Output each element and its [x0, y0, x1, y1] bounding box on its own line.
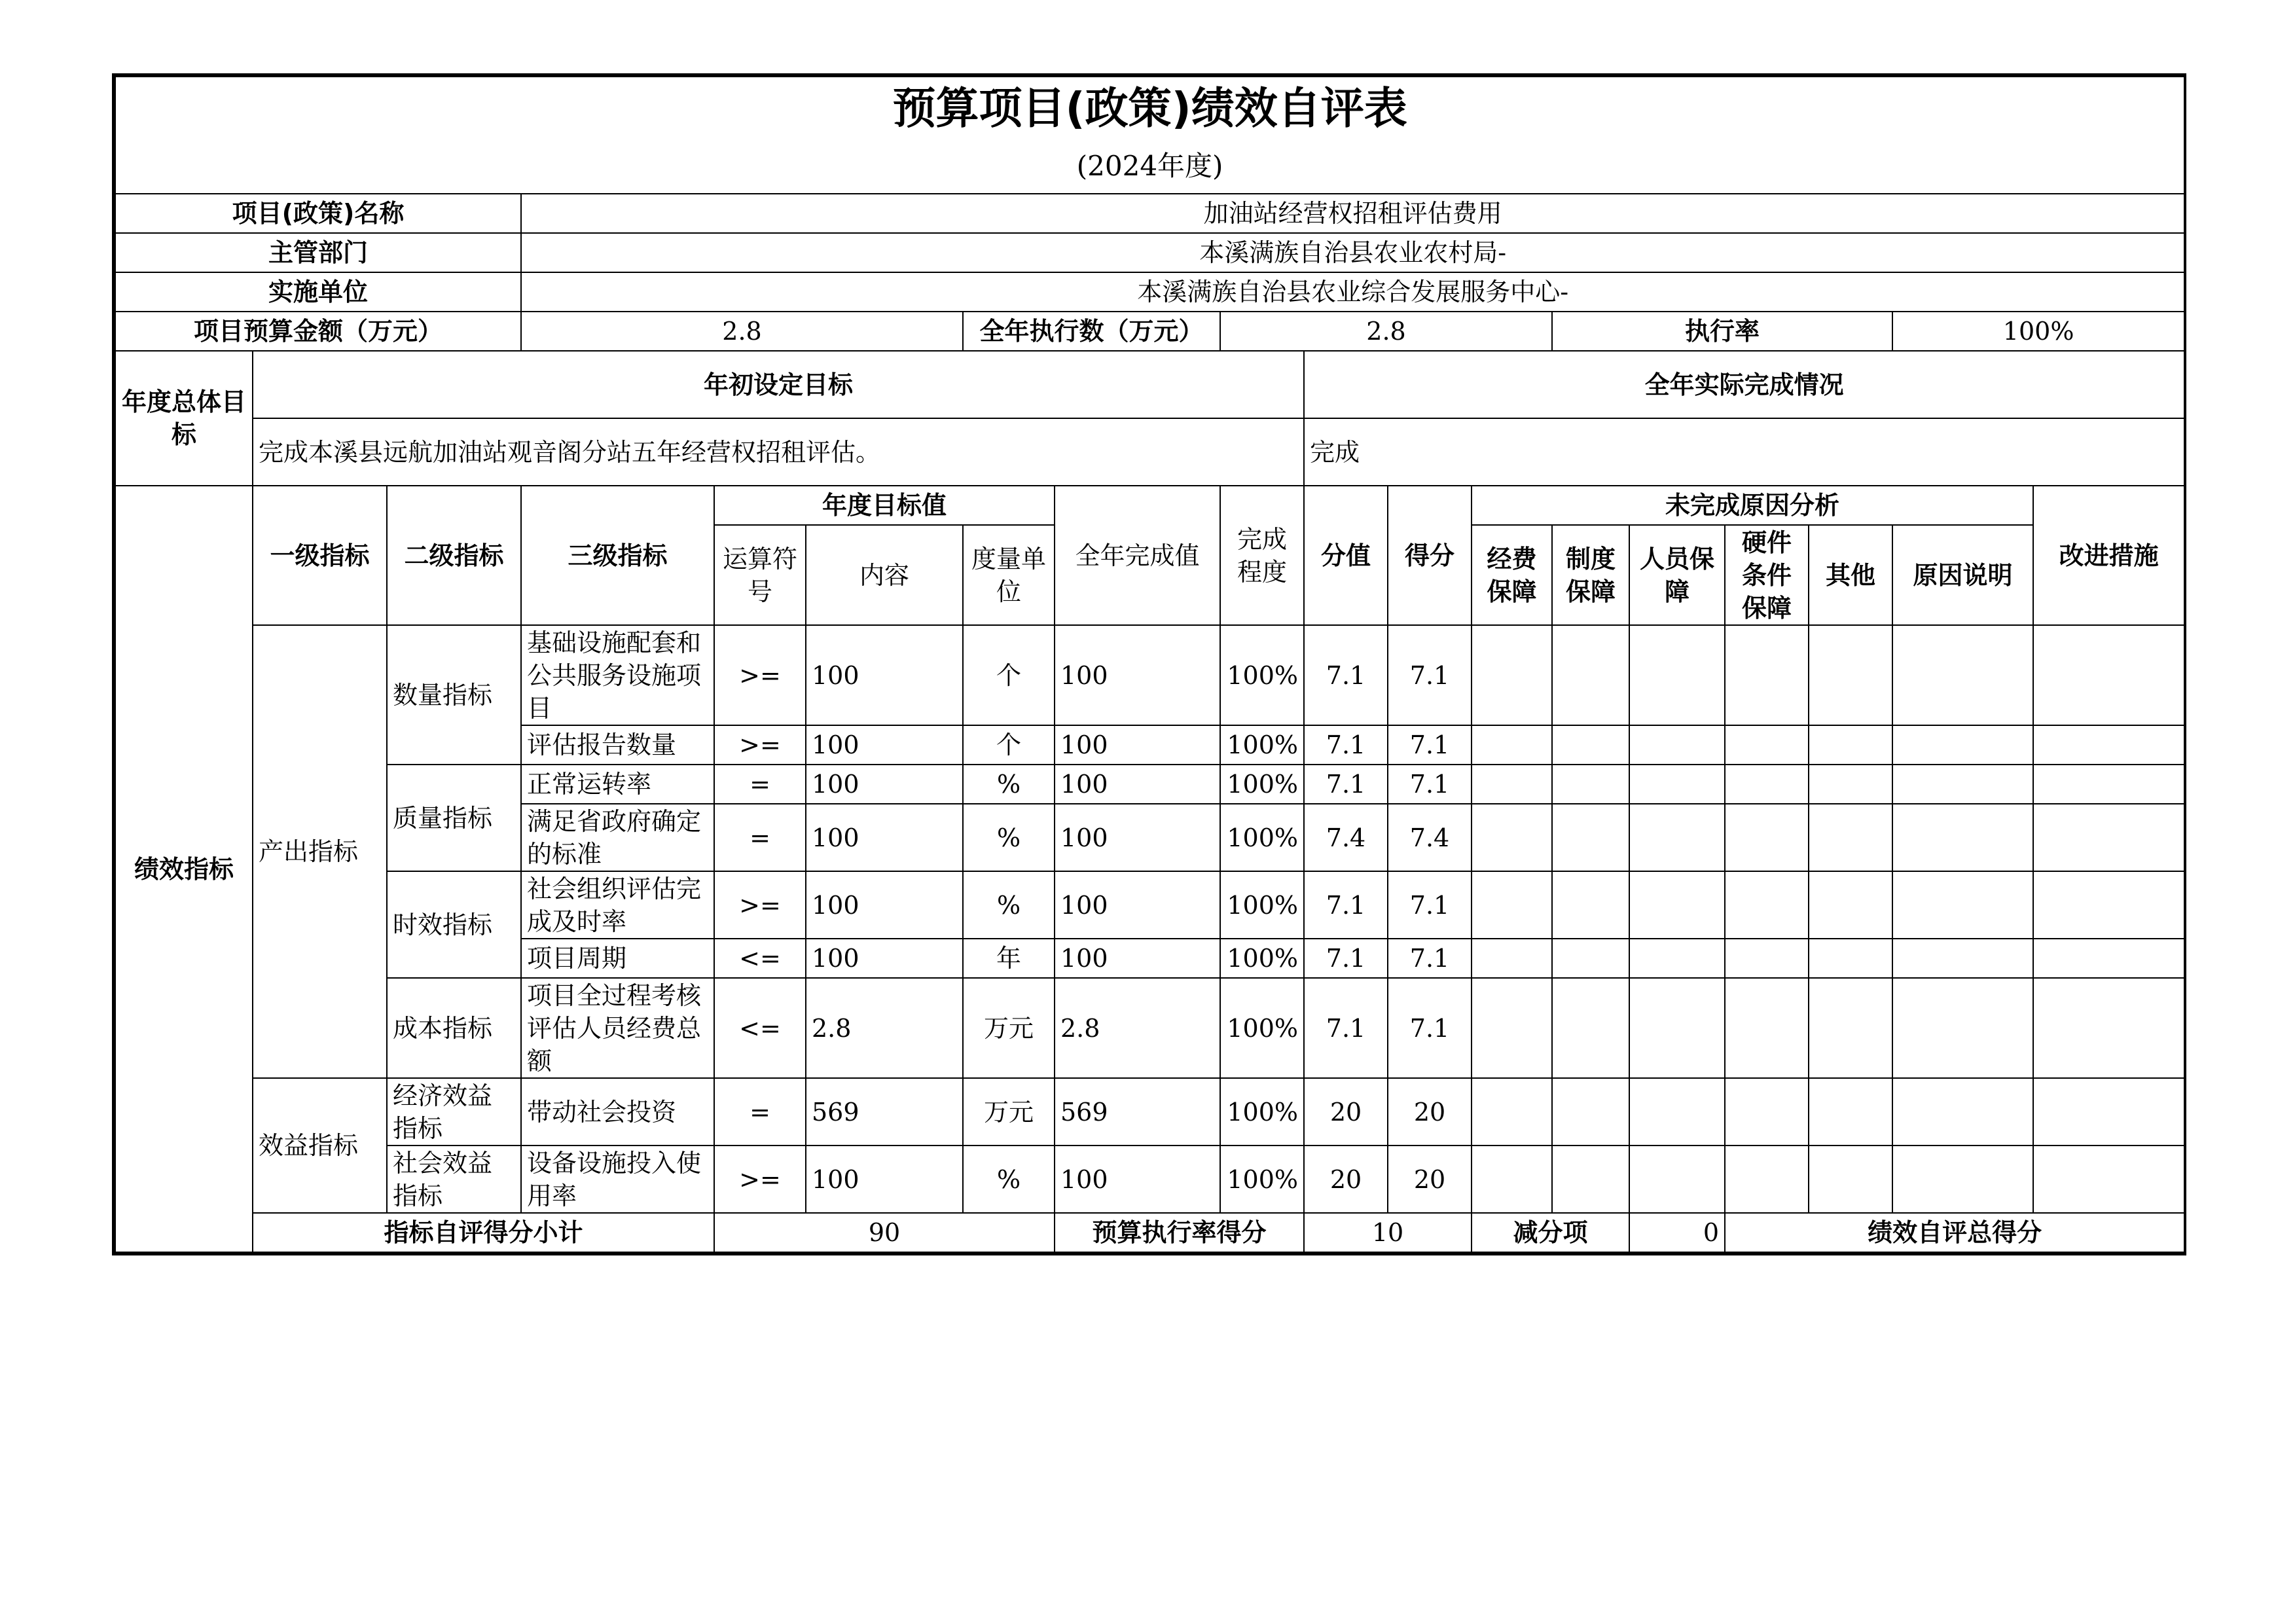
indicator-op: >= [714, 871, 806, 939]
indicator-content: 100 [806, 871, 963, 939]
rate-value: 100% [1892, 312, 2184, 351]
group-benefit: 效益指标 [253, 1078, 387, 1213]
indicator-op: <= [714, 939, 806, 978]
indicator-name: 项目全过程考核评估人员经费总额 [521, 978, 714, 1078]
score-value-header: 分值 [1304, 486, 1388, 625]
target-header: 年度目标值 [714, 486, 1055, 525]
reason-hardware-cell [1725, 939, 1809, 978]
group-output: 产出指标 [253, 625, 387, 1078]
indicator-degree: 100% [1220, 978, 1304, 1078]
indicator-content: 100 [806, 804, 963, 871]
rate-label: 执行率 [1552, 312, 1892, 351]
improve-header: 改进措施 [2033, 486, 2184, 625]
improve-cell [2033, 1146, 2184, 1213]
unit-label: 实施单位 [115, 272, 521, 312]
indicator-value: 569 [1055, 1078, 1220, 1146]
performance-label: 绩效指标 [115, 486, 253, 1252]
budget-value: 2.8 [521, 312, 963, 351]
improve-cell [2033, 978, 2184, 1078]
executed-value: 2.8 [1220, 312, 1552, 351]
subtotal-value: 90 [714, 1213, 1055, 1252]
reason-hardware-cell [1725, 978, 1809, 1078]
reason-system-cell [1552, 1146, 1629, 1213]
reason-staff-cell [1629, 765, 1725, 804]
indicator-weight: 7.1 [1304, 725, 1388, 765]
dept-label: 主管部门 [115, 233, 521, 272]
indicator-content: 2.8 [806, 978, 963, 1078]
reason-fund-cell [1472, 871, 1552, 939]
indicator-name: 正常运转率 [521, 765, 714, 804]
indicator-degree: 100% [1220, 804, 1304, 871]
reason-other-cell [1809, 1078, 1892, 1146]
actual-text: 完成 [1304, 418, 2184, 486]
indicator-score: 7.1 [1388, 939, 1472, 978]
reason-other-cell [1809, 939, 1892, 978]
indicator-op: >= [714, 625, 806, 725]
indicator-degree: 100% [1220, 1078, 1304, 1146]
indicator-content: 100 [806, 765, 963, 804]
reason-staff-cell [1629, 978, 1725, 1078]
indicator-weight: 20 [1304, 1146, 1388, 1213]
reason-explain-cell [1892, 939, 2033, 978]
reason-system-cell [1552, 871, 1629, 939]
reason-staff-header: 人员保障 [1629, 525, 1725, 625]
indicator-op: >= [714, 1146, 806, 1213]
reason-explain-cell [1892, 765, 2033, 804]
reason-system-cell [1552, 804, 1629, 871]
reason-fund-cell [1472, 939, 1552, 978]
indicator-degree: 100% [1220, 625, 1304, 725]
indicator-value: 100 [1055, 625, 1220, 725]
indicator-unit: 万元 [963, 978, 1055, 1078]
indicator-value: 2.8 [1055, 978, 1220, 1078]
indicator-value: 100 [1055, 725, 1220, 765]
indicator-score: 7.4 [1388, 804, 1472, 871]
improve-cell [2033, 871, 2184, 939]
lvl2-header: 二级指标 [387, 486, 521, 625]
indicator-score: 7.1 [1388, 765, 1472, 804]
lvl1-header: 一级指标 [253, 486, 387, 625]
indicator-degree: 100% [1220, 765, 1304, 804]
full-value-header: 全年完成值 [1055, 486, 1220, 625]
reason-system-cell [1552, 939, 1629, 978]
reason-other-cell [1809, 725, 1892, 765]
reason-header: 未完成原因分析 [1472, 486, 2033, 525]
deduct-label: 减分项 [1472, 1213, 1629, 1252]
indicator-weight: 7.1 [1304, 765, 1388, 804]
group-cost: 成本指标 [387, 978, 521, 1078]
improve-cell [2033, 625, 2184, 725]
reason-staff-cell [1629, 804, 1725, 871]
improve-cell [2033, 1078, 2184, 1146]
indicator-weight: 20 [1304, 1078, 1388, 1146]
reason-fund-cell [1472, 1078, 1552, 1146]
indicator-content: 100 [806, 625, 963, 725]
reason-system-cell [1552, 725, 1629, 765]
reason-hardware-cell [1725, 804, 1809, 871]
indicator-name: 项目周期 [521, 939, 714, 978]
form-title: 预算项目(政策)绩效自评表 [115, 77, 2184, 139]
reason-other-cell [1809, 625, 1892, 725]
indicator-op: >= [714, 725, 806, 765]
reason-other-cell [1809, 871, 1892, 939]
project-name-value: 加油站经营权招租评估费用 [521, 194, 2184, 233]
goal-text: 完成本溪县远航加油站观音阁分站五年经营权招租评估。 [253, 418, 1304, 486]
unit-value: 本溪满族自治县农业综合发展服务中心- [521, 272, 2184, 312]
indicator-weight: 7.1 [1304, 939, 1388, 978]
indicator-op: = [714, 765, 806, 804]
reason-explain-cell [1892, 978, 2033, 1078]
reason-other-cell [1809, 978, 1892, 1078]
indicator-degree: 100% [1220, 939, 1304, 978]
indicator-value: 100 [1055, 1146, 1220, 1213]
executed-label: 全年执行数（万元） [963, 312, 1220, 351]
indicator-content: 100 [806, 725, 963, 765]
content-header: 内容 [806, 525, 963, 625]
reason-other-header: 其他 [1809, 525, 1892, 625]
reason-hardware-cell [1725, 625, 1809, 725]
annual-goal-label: 年度总体目标 [115, 351, 253, 486]
indicator-unit: % [963, 804, 1055, 871]
budget-label: 项目预算金额（万元） [115, 312, 521, 351]
indicator-score: 20 [1388, 1146, 1472, 1213]
reason-staff-cell [1629, 1078, 1725, 1146]
lvl3-header: 三级指标 [521, 486, 714, 625]
indicator-weight: 7.1 [1304, 871, 1388, 939]
improve-cell [2033, 765, 2184, 804]
reason-staff-cell [1629, 725, 1725, 765]
reason-explain-cell [1892, 625, 2033, 725]
group-economic: 经济效益指标 [387, 1078, 521, 1146]
reason-explain-cell [1892, 804, 2033, 871]
improve-cell [2033, 725, 2184, 765]
set-goal-header: 年初设定目标 [253, 351, 1304, 418]
indicator-weight: 7.1 [1304, 625, 1388, 725]
reason-hardware-header: 硬件条件保障 [1725, 525, 1809, 625]
reason-fund-cell [1472, 625, 1552, 725]
reason-fund-cell [1472, 804, 1552, 871]
indicator-degree: 100% [1220, 1146, 1304, 1213]
indicator-name: 评估报告数量 [521, 725, 714, 765]
reason-explain-cell [1892, 725, 2033, 765]
group-social: 社会效益指标 [387, 1146, 521, 1213]
indicator-value: 100 [1055, 939, 1220, 978]
actual-header: 全年实际完成情况 [1304, 351, 2184, 418]
total-label: 绩效自评总得分 [1725, 1213, 2184, 1252]
indicator-op: = [714, 804, 806, 871]
reason-hardware-cell [1725, 765, 1809, 804]
reason-system-cell [1552, 625, 1629, 725]
group-timeliness: 时效指标 [387, 871, 521, 978]
indicator-score: 7.1 [1388, 978, 1472, 1078]
indicator-weight: 7.1 [1304, 978, 1388, 1078]
deduct-value: 0 [1629, 1213, 1725, 1252]
indicator-op: = [714, 1078, 806, 1146]
form-year: (2024年度) [115, 139, 2184, 194]
op-header: 运算符号 [714, 525, 806, 625]
evaluation-table [115, 76, 2185, 1253]
reason-staff-cell [1629, 625, 1725, 725]
project-name-label: 项目(政策)名称 [115, 194, 521, 233]
indicator-value: 100 [1055, 804, 1220, 871]
group-quantity: 数量指标 [387, 625, 521, 765]
reason-fund-header: 经费保障 [1472, 525, 1552, 625]
indicator-content: 100 [806, 939, 963, 978]
reason-hardware-cell [1725, 871, 1809, 939]
score-header: 得分 [1388, 486, 1472, 625]
reason-system-cell [1552, 765, 1629, 804]
reason-explain-header: 原因说明 [1892, 525, 2033, 625]
budget-score-value: 10 [1304, 1213, 1472, 1252]
indicator-score: 20 [1388, 1078, 1472, 1146]
indicator-content: 569 [806, 1078, 963, 1146]
reason-staff-cell [1629, 871, 1725, 939]
indicator-score: 7.1 [1388, 625, 1472, 725]
degree-header: 完成程度 [1220, 486, 1304, 625]
reason-other-cell [1809, 765, 1892, 804]
group-quality: 质量指标 [387, 765, 521, 871]
indicator-unit: 个 [963, 625, 1055, 725]
evaluation-form [115, 76, 2184, 1253]
reason-hardware-cell [1725, 1078, 1809, 1146]
indicator-content: 100 [806, 1146, 963, 1213]
reason-explain-cell [1892, 871, 2033, 939]
indicator-name: 满足省政府确定的标准 [521, 804, 714, 871]
budget-score-label: 预算执行率得分 [1055, 1213, 1304, 1252]
reason-other-cell [1809, 1146, 1892, 1213]
reason-hardware-cell [1725, 1146, 1809, 1213]
reason-explain-cell [1892, 1078, 2033, 1146]
indicator-weight: 7.4 [1304, 804, 1388, 871]
indicator-score: 7.1 [1388, 871, 1472, 939]
indicator-name: 基础设施配套和公共服务设施项目 [521, 625, 714, 725]
reason-fund-cell [1472, 725, 1552, 765]
improve-cell [2033, 804, 2184, 871]
unit-measure-header: 度量单位 [963, 525, 1055, 625]
reason-fund-cell [1472, 978, 1552, 1078]
indicator-unit: % [963, 1146, 1055, 1213]
indicator-unit: % [963, 765, 1055, 804]
indicator-unit: 个 [963, 725, 1055, 765]
indicator-op: <= [714, 978, 806, 1078]
improve-cell [2033, 939, 2184, 978]
reason-fund-cell [1472, 765, 1552, 804]
reason-system-cell [1552, 1078, 1629, 1146]
reason-fund-cell [1472, 1146, 1552, 1213]
indicator-unit: 年 [963, 939, 1055, 978]
dept-value: 本溪满族自治县农业农村局- [521, 233, 2184, 272]
indicator-unit: 万元 [963, 1078, 1055, 1146]
indicator-score: 7.1 [1388, 725, 1472, 765]
indicator-unit: % [963, 871, 1055, 939]
subtotal-label: 指标自评得分小计 [253, 1213, 714, 1252]
indicator-degree: 100% [1220, 871, 1304, 939]
reason-staff-cell [1629, 939, 1725, 978]
reason-system-cell [1552, 978, 1629, 1078]
indicator-name: 带动社会投资 [521, 1078, 714, 1146]
reason-explain-cell [1892, 1146, 2033, 1213]
indicator-degree: 100% [1220, 725, 1304, 765]
reason-hardware-cell [1725, 725, 1809, 765]
indicator-name: 设备设施投入使用率 [521, 1146, 714, 1213]
indicator-name: 社会组织评估完成及时率 [521, 871, 714, 939]
reason-staff-cell [1629, 1146, 1725, 1213]
reason-system-header: 制度保障 [1552, 525, 1629, 625]
indicator-value: 100 [1055, 765, 1220, 804]
indicator-value: 100 [1055, 871, 1220, 939]
reason-other-cell [1809, 804, 1892, 871]
